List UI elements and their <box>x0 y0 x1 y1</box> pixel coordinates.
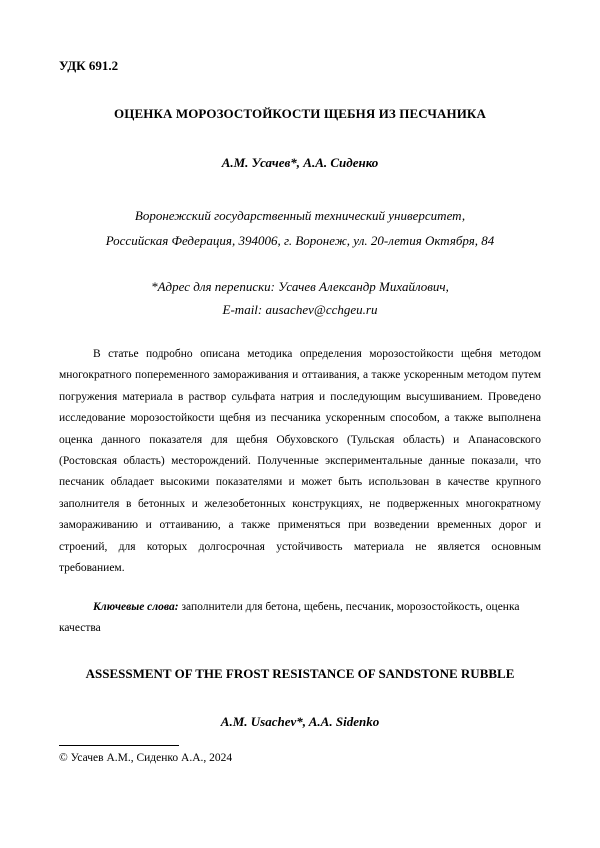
udk-code: УДК 691.2 <box>59 58 119 73</box>
abstract-ru: В статье подробно описана методика определения морозостойкости щебня методом многократного попеременного замораживания и оттаивания, а также ускоренным методом путем погружения материала в раствор сульфата натрия и последующим высушиванием. Проведено исследование морозостойкости щебня из песчаника ускоренным способом, а также выполнена оценка данного показателя для щебня Обуховского (Тульская область) и Апанасовского (Ростовская область) месторождений. Полученные экспериментальные данные показали, что песчаник обладает высокими показателями и может быть использован в качестве крупного заполнителя в бетонных и железобетонных конструкциях, не подверженных многократному замораживанию и оттаиванию, а также применяться при возведении временных дорог и строений, для которых долгосрочная устойчивость материала не является основным требованием. <box>59 348 541 575</box>
affiliation-line-1: Воронежский государственный технический университет, <box>134 208 466 223</box>
authors-en: A.M. Usachev*, A.A. Sidenko <box>220 714 380 729</box>
correspondence-email: E-mail: ausachev@cchgeu.ru <box>222 302 378 317</box>
keywords-text: заполнители для бетона, щебень, песчаник, морозостойкость, оценка качества <box>59 601 520 634</box>
keywords <box>59 597 541 639</box>
copyright-footnote: © Усачев А.М., Сиденко А.А., 2024 <box>59 752 233 764</box>
affiliation <box>0 203 600 253</box>
article-title-en: ASSESSMENT OF THE FROST RESISTANCE OF SANDSTONE RUBBLE <box>85 666 515 681</box>
footnote-divider <box>59 745 179 746</box>
correspondence <box>0 275 600 321</box>
correspondence-line-1: *Адрес для переписки: Усачев Александр Михайлович, <box>151 279 449 294</box>
affiliation-line-2: Российская Федерация, 394006, г. Воронеж, ул. 20-летия Октября, 84 <box>105 233 495 248</box>
article-title-ru: ОЦЕНКА МОРОЗОСТОЙКОСТИ ЩЕБНЯ ИЗ ПЕСЧАНИКА <box>114 106 486 121</box>
authors-ru: А.М. Усачев*, А.А. Сиденко <box>221 155 379 170</box>
keywords-label: Ключевые слова: <box>93 601 179 613</box>
